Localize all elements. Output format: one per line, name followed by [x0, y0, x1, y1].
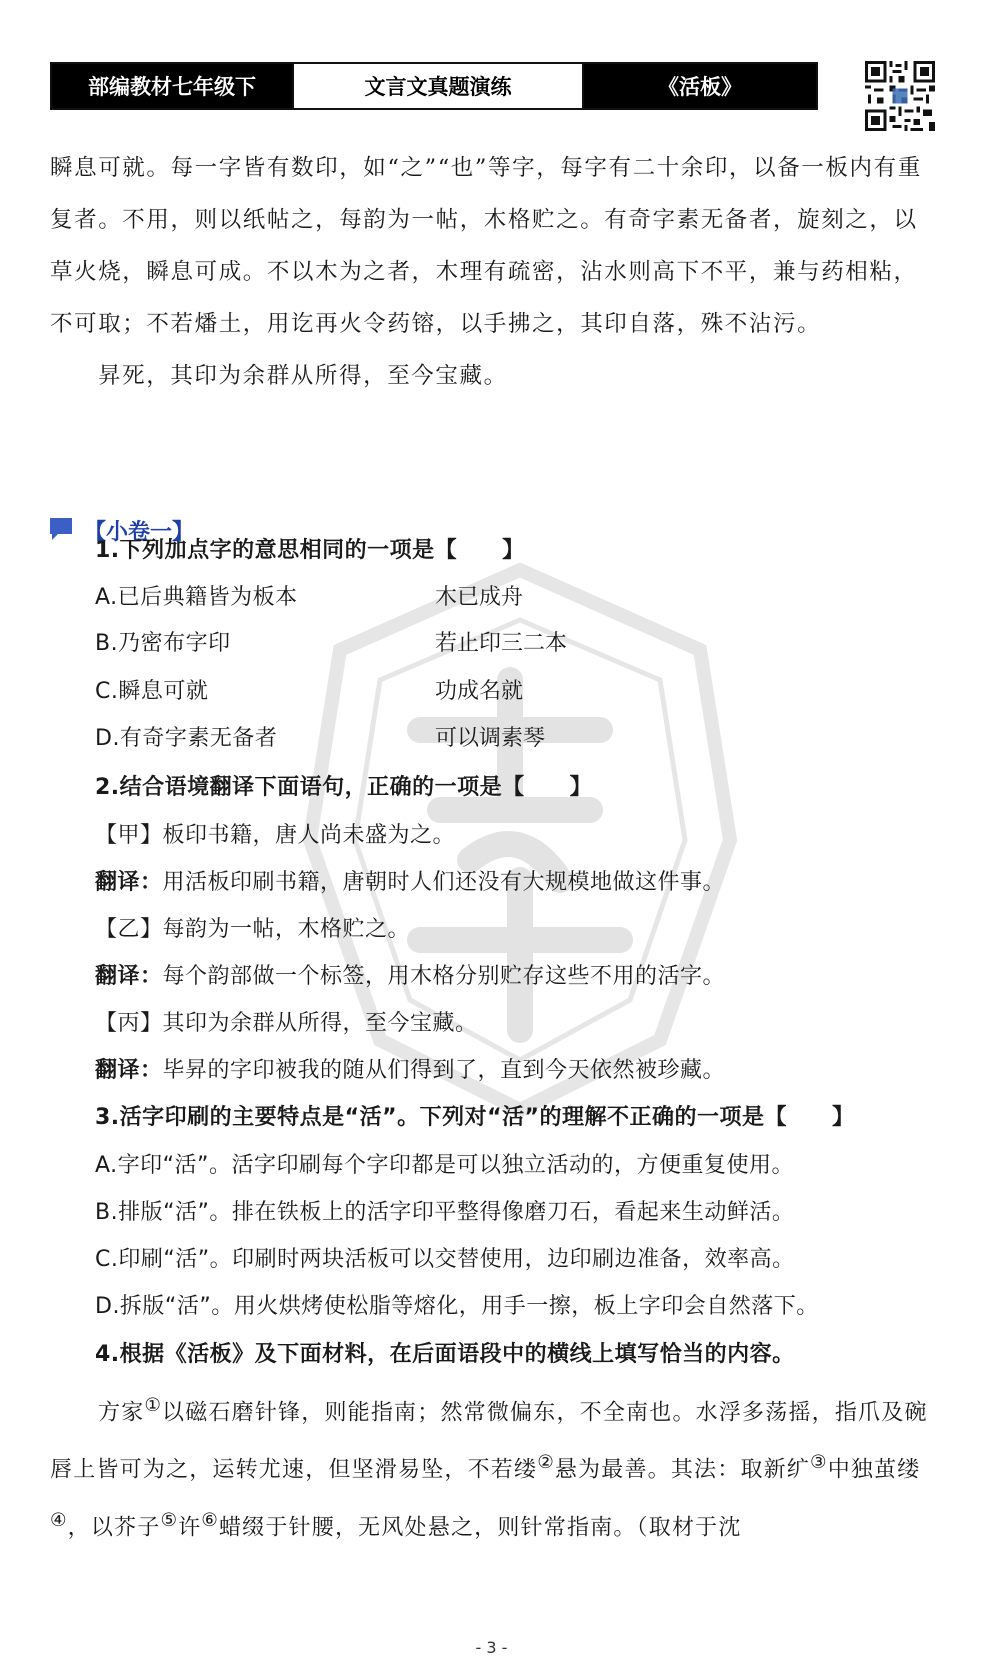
question-3-stem: 3.活字印刷的主要特点是“活”。下列对“活”的理解不正确的一项是【 】 [95, 1105, 855, 1130]
question-1-stem: 1.下列加点字的意思相同的一项是【 】 [95, 538, 525, 563]
translation-tag: 翻译： [95, 964, 163, 989]
footnote-mark: ① [144, 1395, 163, 1416]
footnote-mark: ② [537, 1452, 555, 1474]
q2-sentence-yi: 【乙】每韵为一帖，木格贮之。 [95, 917, 411, 942]
q1-option-b: B.乃密布字印 [95, 631, 231, 656]
material-text: 方家 [98, 1400, 145, 1426]
translation-text: 每个韵部做一个标签，用木格分别贮存这些不用的活字。 [162, 964, 726, 989]
material-text: 以磁石磨针锋，则能指南；然常微偏东，不全南也。水浮多荡摇，指爪及碗唇上皆可为之，运转尤速，但坚滑易坠，不若缕 [50, 1400, 928, 1483]
material-text: 悬为最善。其法：取新纩 [554, 1457, 811, 1483]
translation-tag: 翻译： [95, 870, 163, 895]
translation-text: 毕昇的字印被我的随从们得到了，直到今天依然被珍藏。 [162, 1058, 726, 1083]
q3-option-d: D.拆版“活”。用火烘烤使松脂等熔化，用手一擦，板上字印会自然落下。 [95, 1294, 819, 1319]
footnote-mark: ④ [50, 1509, 68, 1531]
header-grade: 部编教材七年级下 [52, 64, 292, 108]
q2-translation-jia [95, 865, 725, 896]
passage-paragraph-2: 昇死，其印为余群从所得，至今宝藏。 [98, 363, 508, 389]
header-topic: 文言文真题演练 [292, 64, 584, 108]
section-flag-icon [48, 516, 80, 544]
q2-sentence-jia: 【甲】板印书籍，唐人尚未盛为之。 [95, 823, 456, 848]
q1-option-d: D.有奇字素无备者 [95, 726, 278, 751]
q1-option-d-compare: 可以调素琴 [435, 726, 546, 751]
q2-sentence-bing: 【丙】其印为余群从所得，至今宝藏。 [95, 1011, 478, 1036]
material-text: ，以芥子 [67, 1514, 161, 1540]
q3-option-b: B.排版“活”。排在铁板上的活字印平整得像磨刀石，看起来生动鲜活。 [95, 1200, 795, 1225]
footnote-mark: ⑤ [160, 1509, 179, 1531]
passage-text [50, 142, 940, 402]
question-4-stem: 4.根据《活板》及下面材料，在后面语段中的横线上填写恰当的内容。 [95, 1342, 795, 1367]
q1-option-c-compare: 功成名就 [435, 679, 524, 704]
q2-translation-bing [95, 1053, 725, 1084]
page-number: - 3 - [475, 1638, 508, 1657]
q1-option-c: C.瞬息可就 [95, 679, 209, 704]
footnote-mark: ③ [810, 1452, 828, 1474]
footnote-mark: ⑥ [201, 1509, 219, 1531]
q1-option-a-compare: 木已成舟 [435, 585, 524, 610]
q4-material-paragraph [50, 1381, 940, 1553]
header-title: 《活板》 [584, 64, 816, 108]
material-text: 蜡缀于针腰，无风处悬之，则针常指南。（取材于沈 [218, 1514, 742, 1540]
material-text: 许 [178, 1514, 202, 1540]
q1-option-a: A.已后典籍皆为板本 [95, 585, 298, 610]
header-bar [50, 62, 818, 110]
section-label: 【小卷一】 [84, 519, 195, 545]
question-2-stem: 2.结合语境翻译下面语句，正确的一项是【 】 [95, 775, 593, 800]
material-text: 中独茧缕 [827, 1457, 921, 1483]
translation-tag: 翻译： [95, 1058, 163, 1083]
translation-text: 用活板印刷书籍，唐朝时人们还没有大规模地做这件事。 [162, 870, 726, 895]
q2-translation-yi [95, 959, 725, 990]
qr-code-icon [862, 58, 938, 134]
q4-material [50, 1381, 940, 1553]
passage-paragraph-1: 瞬息可就。每一字皆有数印，如“之”“也”等字，每字有二十余印，以备一板内有重复者。不用，则以纸帖之，每韵为一帖，木格贮之。有奇字素无备者，旋刻之，以草火烧，瞬息可成。不以木为之者，木理有疏密，沾水则高下不平，兼与药相粘，不可取；不若燔土，用讫再火令药镕，以手拂之，其印自落，殊不沾污。 [50, 155, 922, 337]
q3-option-c: C.印刷“活”。印刷时两块活板可以交替使用，边印刷边准备，效率高。 [95, 1247, 795, 1272]
q1-option-b-compare: 若止印三二本 [435, 631, 568, 656]
q3-option-a: A.字印“活”。活字印刷每个字印都是可以独立活动的，方便重复使用。 [95, 1153, 794, 1178]
